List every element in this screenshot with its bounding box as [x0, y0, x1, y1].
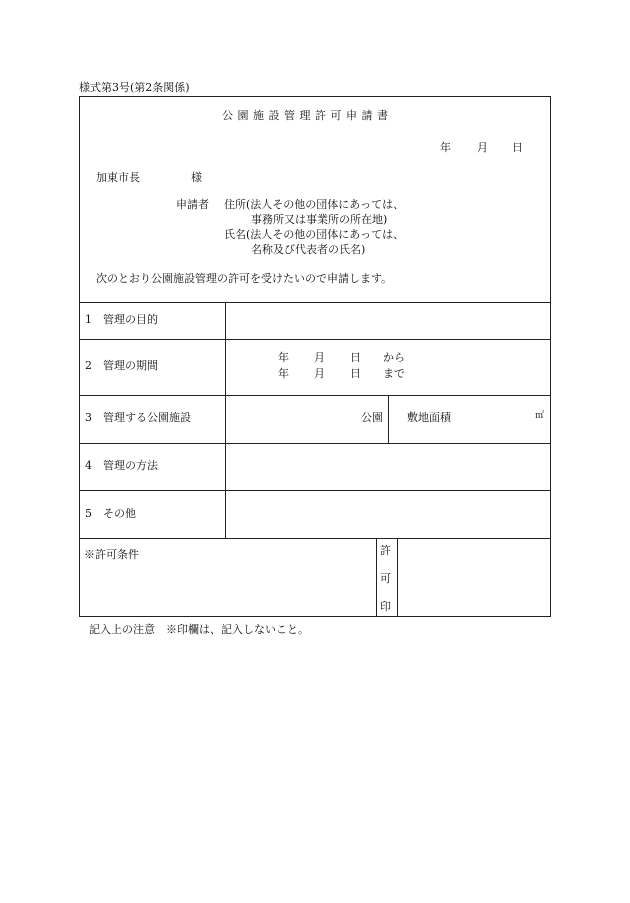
applicant-label: 申請者: [176, 198, 209, 211]
applicant-name-line2: 名称及び代表者の氏名): [251, 243, 366, 256]
row-divider: [80, 443, 551, 444]
period-from-suffix: から: [383, 351, 405, 364]
column-divider: [388, 395, 389, 443]
permit-stamp-char: 印: [380, 600, 391, 613]
form-number-label: 様式第3号(第2条関係): [79, 81, 190, 94]
row-label-purpose: 1 管理の目的: [85, 313, 158, 326]
permit-stamp-char: 許: [380, 544, 391, 557]
period-to-year: 年: [278, 367, 289, 380]
row-divider: [80, 490, 551, 491]
period-to-suffix: まで: [383, 367, 405, 380]
entry-notes: 記入上の注意 ※印欄は、記入しないこと。: [89, 623, 309, 636]
column-divider: [376, 538, 377, 617]
applicant-address-line2: 事務所又は事業所の所在地): [251, 213, 388, 226]
row-divider: [80, 339, 551, 340]
period-from-day: 日: [350, 351, 361, 364]
permit-conditions-label: ※許可条件: [84, 548, 139, 561]
date-month: 月: [477, 141, 488, 154]
period-to-month: 月: [314, 367, 325, 380]
applicant-name-line1: 氏名(法人その他の団体にあっては、: [224, 228, 405, 241]
row-divider: [80, 302, 551, 303]
form-title: 公園施設管理許可申請書: [222, 109, 393, 122]
application-statement: 次のとおり公園施設管理の許可を受けたいので申請します。: [96, 272, 393, 285]
row-label-period: 2 管理の期間: [85, 359, 158, 372]
facility-park-suffix: 公園: [361, 411, 383, 424]
row-label-other: 5 その他: [85, 507, 136, 520]
addressee-suffix: 様: [191, 171, 202, 184]
date-year: 年: [440, 141, 451, 154]
period-to-day: 日: [350, 367, 361, 380]
addressee-name: 加東市長: [96, 171, 140, 184]
period-from-year: 年: [278, 351, 289, 364]
column-divider: [397, 538, 398, 617]
row-divider: [80, 538, 551, 539]
permit-stamp-char: 可: [380, 572, 391, 585]
date-day: 日: [512, 141, 523, 154]
applicant-address-line1: 住所(法人その他の団体にあっては、: [224, 198, 405, 211]
period-from-month: 月: [314, 351, 325, 364]
row-label-facility: 3 管理する公園施設: [85, 411, 191, 424]
row-divider: [80, 395, 551, 396]
facility-area-unit: ㎡: [535, 411, 545, 421]
row-label-method: 4 管理の方法: [85, 459, 158, 472]
facility-area-label: 敷地面積: [407, 411, 451, 424]
column-divider: [225, 302, 226, 538]
